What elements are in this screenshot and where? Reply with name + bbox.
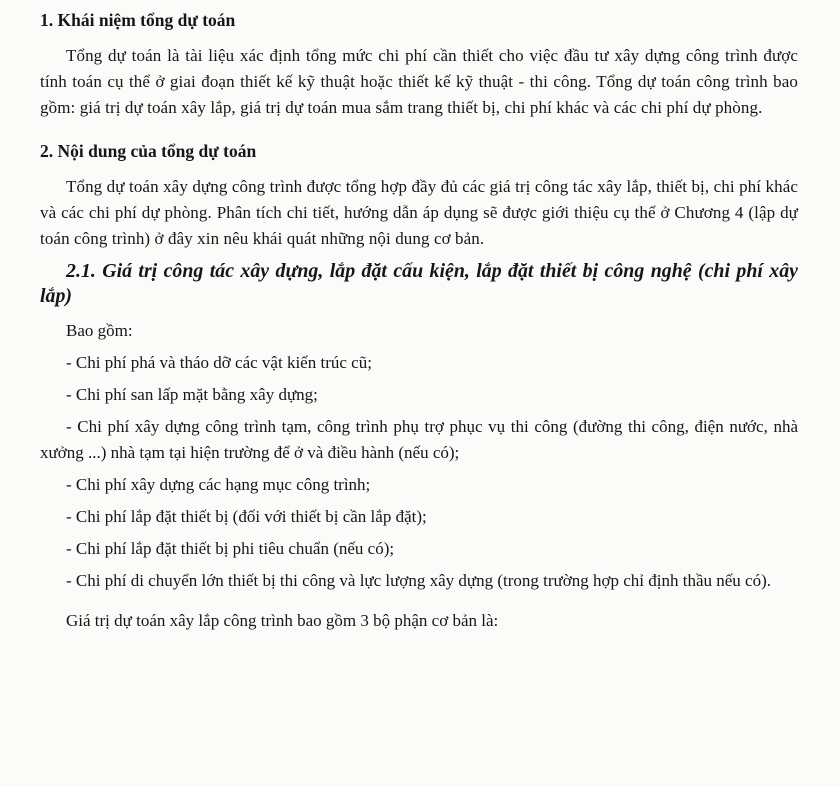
closing-line: Giá trị dự toán xây lắp công trình bao gồm 3 bộ phận cơ bản là: bbox=[66, 611, 499, 630]
section-1-paragraph: Tổng dự toán là tài liệu xác định tổng mức chi phí cần thiết cho việc đầu tư xây dựng công trình được tính toán cụ thể ở giai đoạn thiết kế kỹ thuật hoặc thiết kế kỹ thuật - thi công. Tổng dự toán công trình bao gồm: giá trị dự toán xây lắp, giá trị dự toán mua sắm trang thiết bị, chi phí khác và các chi phí dự phòng. bbox=[40, 46, 798, 117]
list-item: - Chi phí lắp đặt thiết bị phi tiêu chuẩn (nếu có); bbox=[66, 539, 395, 558]
section-2-heading: 2. Nội dung của tổng dự toán bbox=[40, 141, 257, 161]
subsection-2-1-heading: 2.1. Giá trị công tác xây dựng, lắp đặt cấu kiện, lắp đặt thiết bị công nghệ (chi phí xây lắp) bbox=[40, 260, 798, 307]
list-item: - Chi phí phá và tháo dỡ các vật kiến trúc cũ; bbox=[66, 353, 372, 372]
list-item: - Chi phí xây dựng công trình tạm, công trình phụ trợ phục vụ thi công (đường thi công, điện nước, nhà xưởng ...) nhà tạm tại hiện trường để ở và điều hành (nếu có); bbox=[40, 417, 798, 462]
list-item: - Chi phí xây dựng các hạng mục công trình; bbox=[66, 475, 371, 494]
list-item: - Chi phí lắp đặt thiết bị (đối với thiết bị cần lắp đặt); bbox=[66, 507, 427, 526]
section-1-heading: 1. Khái niệm tổng dự toán bbox=[40, 10, 236, 30]
list-item: - Chi phí san lấp mặt bằng xây dựng; bbox=[66, 385, 318, 404]
list-item: - Chi phí di chuyển lớn thiết bị thi công và lực lượng xây dựng (trong trường hợp chỉ định thầu nếu có). bbox=[66, 571, 772, 590]
section-2-paragraph: Tổng dự toán xây dựng công trình được tổng hợp đầy đủ các giá trị công tác xây lắp, thiết bị, chi phí khác và các chi phí dự phòng. Phân tích chi tiết, hướng dẫn áp dụng sẽ được giới thiệu cụ thể ở Chương 4 (lập dự toán công trình) ở đây xin nêu khái quát những nội dung cơ bản. bbox=[40, 177, 798, 248]
list-intro: Bao gồm: bbox=[66, 321, 133, 340]
